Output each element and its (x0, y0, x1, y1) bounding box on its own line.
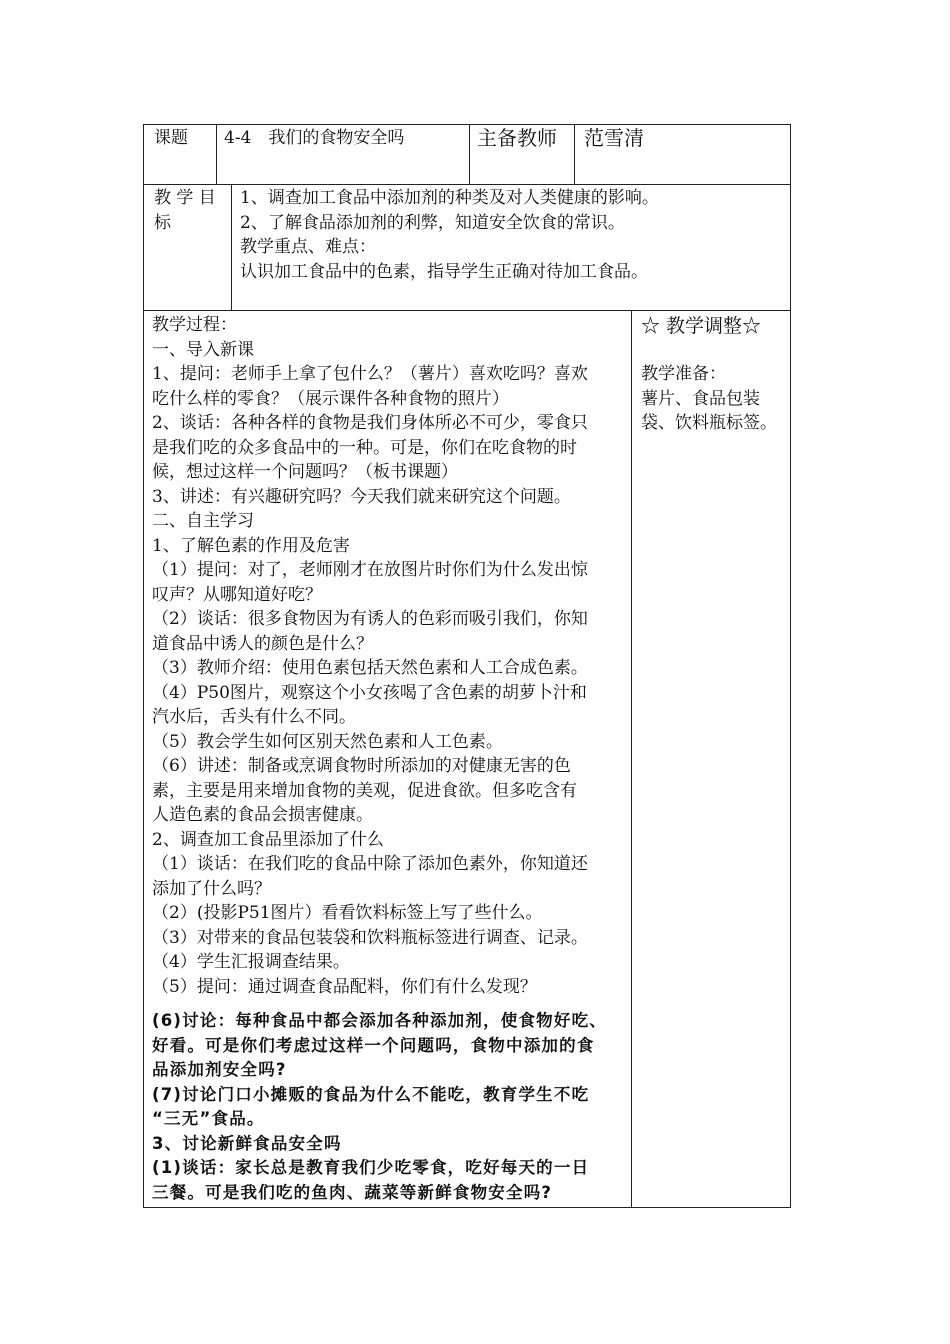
adjust-content (641, 362, 777, 436)
process-line: 素，主要是用来增加食物的美观，促进食欲。但多吃含有 (152, 780, 577, 801)
col-divider-process (631, 310, 632, 1208)
process-line: 一、导入新课 (152, 339, 254, 360)
adjust-title: ☆ 教学调整☆ (641, 315, 762, 337)
process-bold-line: (6)讨论：每种食品中都会添加各种添加剂，使食物好吃、 (152, 1011, 607, 1030)
process-bold-line: (7)讨论门口小摊贩的食品为什么不能吃，教育学生不吃 (152, 1084, 590, 1104)
objectives-label-line2: 标 (154, 213, 171, 233)
process-line: 添加了什么吗？ (152, 878, 271, 899)
objective-line: 2、了解食品添加剂的利弊，知道安全饮食的常识。 (240, 212, 625, 233)
process-line: 3、讲述：有兴趣研究吗？今天我们就来研究这个问题。 (152, 486, 571, 507)
prep-line: 袋、饮料瓶标签。 (641, 413, 777, 433)
process-bold-line: 好看。可是你们考虑过这样一个问题吗，食物中添加的食 (152, 1035, 595, 1055)
objective-line: 认识加工食品中的色素，指导学生正确对待加工食品。 (240, 261, 648, 282)
process-line: 汽水后，舌头有什么不同。 (152, 707, 356, 727)
col-divider-header-1 (216, 124, 217, 184)
prep-line: 薯片、食品包装 (641, 388, 760, 409)
process-line: 2、谈话：各种各样的食物是我们身体所必不可少，零食只 (152, 413, 588, 433)
col-divider-header-3 (574, 124, 575, 184)
process-line: （4）P50图片，观察这个小女孩喝了含色素的胡萝卜汁和 (152, 682, 587, 703)
objective-line: 1、调查加工食品中添加剂的种类及对人类健康的影响。 (240, 188, 659, 208)
row-divider-objectives (143, 310, 791, 311)
process-line: 教学过程： (152, 315, 237, 335)
col-divider-objectives (231, 184, 232, 310)
process-line: （4）学生汇报调查结果。 (152, 952, 350, 972)
process-bold-line: 3、讨论新鲜食品安全吗 (152, 1133, 342, 1153)
process-line: 吃什么样的零食？（展示课件各种食物的照片） (152, 388, 509, 409)
process-line: 是我们吃的众多食品中的一种。可是，你们在吃食物的时 (152, 437, 577, 458)
process-line: （1）谈话：在我们吃的食品中除了添加色素外，你知道还 (152, 854, 588, 874)
process-line: 1、提问：老师手上拿了包什么？（薯片）喜欢吃吗？喜欢 (152, 364, 588, 384)
process-line: 2、调查加工食品里添加了什么 (152, 829, 384, 850)
process-line: 道食品中诱人的颜色是什么？ (152, 633, 373, 654)
objective-line: 教学重点、难点： (240, 237, 376, 257)
process-line: 1、了解色素的作用及危害 (152, 535, 350, 556)
process-bold-line: (1)谈话：家长总是教育我们少吃零食，吃好每天的一日 (152, 1158, 590, 1177)
process-line: （6）讲述：制备或烹调食物时所添加的对健康无害的色 (152, 756, 571, 776)
process-bold-line: “三无”食品。 (152, 1109, 265, 1128)
process-line: 叹声？从哪知道好吃？ (152, 584, 322, 605)
topic-value: 4-4 我们的食物安全吗 (224, 128, 405, 148)
objectives-label-line1: 教 学 目 (154, 188, 216, 208)
teacher-value: 范雪清 (584, 126, 644, 150)
process-content (152, 313, 588, 999)
teacher-label: 主备教师 (477, 126, 557, 150)
process-bold-line: 品添加剂安全吗? (152, 1060, 287, 1079)
process-line: （2）(投影P51图片）看看饮料标签上写了些什么。 (152, 903, 543, 923)
process-bold-line: 三餐。可是我们吃的鱼肉、蔬菜等新鲜食物安全吗? (152, 1182, 553, 1202)
process-line: （3）对带来的食品包装袋和饮料瓶标签进行调查、记录。 (152, 927, 588, 948)
process-line: （1）提问：对了，老师刚才在放图片时你们为什么发出惊 (152, 560, 588, 580)
objectives-content (240, 186, 659, 284)
topic-label: 课题 (154, 128, 188, 148)
process-line: 二、自主学习 (152, 511, 254, 531)
process-line: （2）谈话：很多食物因为有诱人的色彩而吸引我们，你知 (152, 609, 588, 629)
prep-label: 教学准备： (641, 364, 726, 384)
process-line: （3）教师介绍：使用色素包括天然色素和人工合成色素。 (152, 658, 588, 678)
process-line: （5）教会学生如何区别天然色素和人工色素。 (152, 731, 503, 752)
col-divider-header-2 (469, 124, 470, 184)
row-divider-header (143, 184, 791, 185)
process-line: 人造色素的食品会损害健康。 (152, 805, 373, 825)
process-line: 候，想过这样一个问题吗？（板书课题） (152, 462, 458, 482)
process-line: （5）提问：通过调查食品配料，你们有什么发现？ (152, 976, 537, 997)
process-bold-content (152, 1009, 607, 1205)
